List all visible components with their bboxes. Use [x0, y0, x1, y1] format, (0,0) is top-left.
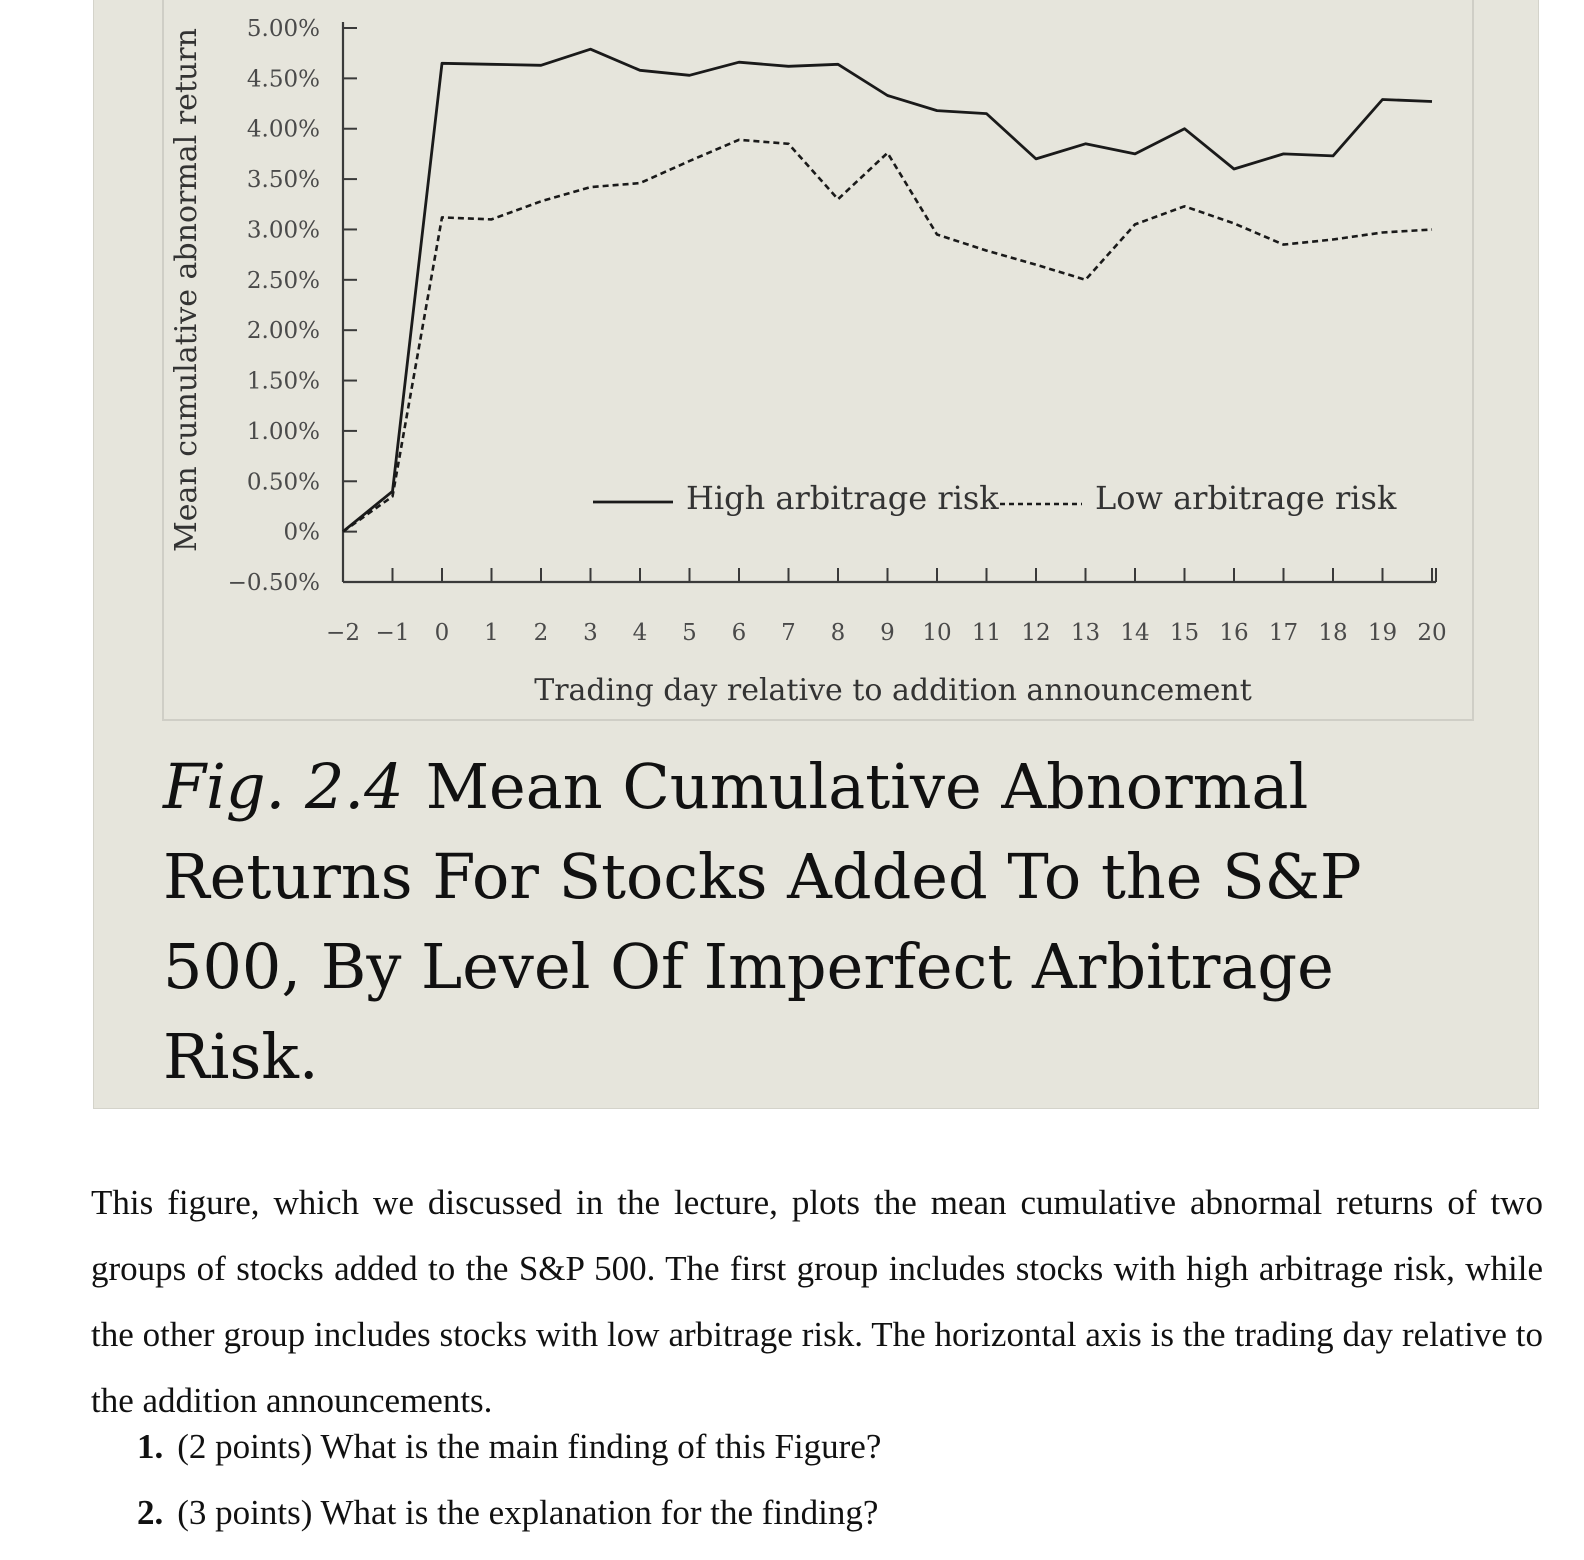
x-tick-label: 7 [781, 620, 796, 646]
line-chart [0, 0, 1584, 740]
y-tick-label: 4.00% [246, 116, 320, 143]
high-arbitrage-risk-line [343, 49, 1432, 531]
y-tick-label: 3.50% [246, 167, 320, 194]
series-group [343, 49, 1432, 531]
y-tick-label: 1.00% [246, 418, 320, 445]
x-tick-label: 19 [1367, 620, 1398, 646]
x-tick-label: 13 [1070, 620, 1101, 646]
y-tick-label: 0.50% [246, 469, 320, 496]
x-axis [326, 568, 1447, 646]
x-tick-label: 20 [1417, 620, 1447, 646]
figure-caption [163, 742, 1423, 1102]
x-tick-label: 11 [971, 620, 1002, 646]
x-tick-label: 4 [632, 620, 648, 646]
x-tick-label: 12 [1021, 620, 1051, 646]
question-text: (3 points) What is the explanation for the finding? [177, 1493, 879, 1532]
x-tick-label: 2 [533, 620, 549, 646]
question-item [137, 1480, 881, 1546]
question-list [137, 1414, 881, 1546]
x-tick-label: 10 [922, 620, 952, 646]
y-tick-label: 2.00% [246, 318, 320, 345]
x-tick-label: 1 [484, 620, 499, 646]
x-tick-label: 8 [830, 620, 846, 646]
y-tick-label: 2.50% [246, 267, 320, 294]
legend-label-low: Low arbitrage risk [1095, 479, 1397, 517]
y-tick-label: 3.00% [246, 217, 320, 244]
y-tick-label: 0% [283, 519, 320, 546]
figure-label: Fig. 2.4 [163, 750, 404, 823]
low-arbitrage-risk-line [343, 140, 1432, 532]
figure-title: Mean Cumulative Abnormal Returns For Stocks Added To the S&P 500, By Level Of Imperfect Arbitrage Risk. [163, 750, 1362, 1093]
x-tick-label: 14 [1120, 620, 1150, 646]
x-tick-label: 18 [1318, 620, 1348, 646]
x-tick-label: 17 [1268, 620, 1299, 646]
y-tick-label: −0.50% [227, 570, 320, 596]
y-tick-label: 5.00% [246, 16, 320, 42]
legend-label-high: High arbitrage risk [686, 479, 999, 517]
x-tick-label: 15 [1169, 620, 1200, 646]
x-tick-label: −2 [326, 620, 360, 646]
y-axis-title: Mean cumulative abnormal return [169, 28, 204, 552]
x-tick-label: 3 [583, 620, 598, 646]
x-axis-title: Trading day relative to addition announcement [534, 673, 1252, 708]
question-paragraph: This figure, which we discussed in the lecture, plots the mean cumulative abnormal returns of two groups of stocks added to the S&P 500. The first group includes stocks with high arbitrage risk, while the other group includes stocks with low arbitrage risk. The horizontal axis is the trading day relative to the addition announcements. [91, 1183, 1543, 1420]
question-number: 2. [137, 1493, 164, 1532]
x-tick-label: 5 [682, 620, 697, 646]
legend [593, 479, 1397, 517]
plot-frame [163, 0, 1473, 720]
y-tick-label: 4.50% [246, 66, 320, 93]
x-tick-label: 6 [731, 620, 747, 646]
y-tick-label: 1.50% [246, 368, 320, 395]
x-tick-label: 9 [880, 620, 895, 646]
question-item [137, 1414, 881, 1480]
question-number: 1. [137, 1427, 164, 1466]
x-tick-label: 0 [434, 620, 450, 646]
question-text: (2 points) What is the main finding of this Figure? [177, 1427, 882, 1466]
y-axis [228, 16, 357, 596]
x-tick-label: −1 [375, 620, 410, 646]
x-tick-label: 16 [1219, 620, 1249, 646]
